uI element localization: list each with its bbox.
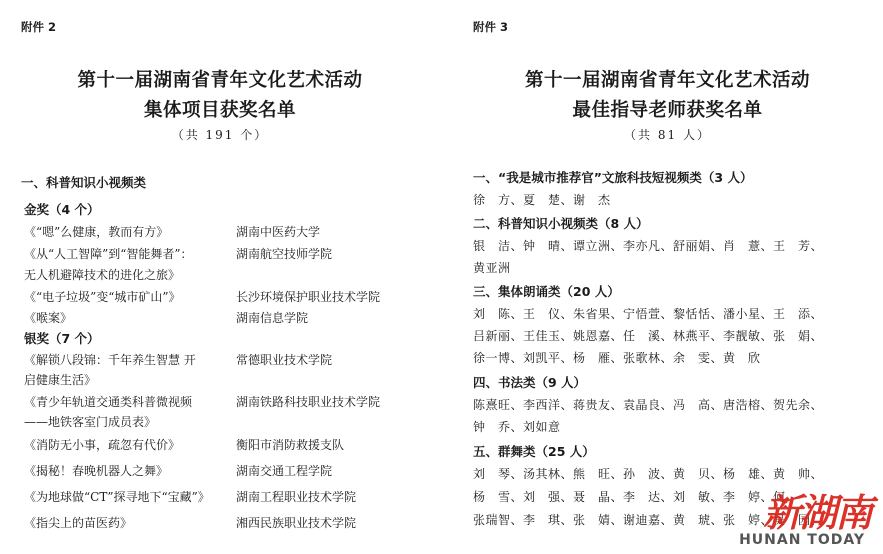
document-page-right (452, 0, 883, 554)
entry-title-continued: 无人机避障技术的进化之旅》 (24, 268, 181, 282)
award-heading-silver: 银奖（7 个） (24, 331, 100, 346)
entry-org: 衡阳市消防救援支队 (236, 438, 345, 452)
entry-title-continued: 启健康生活》 (24, 373, 97, 387)
names-line: 陈熹旺、李西洋、蒋贵友、袁晶良、冯 高、唐浩榕、贺先余、 (473, 398, 824, 412)
names-line: 钟 乔、刘如意 (473, 420, 561, 434)
entry-org: 湖南中医药大学 (236, 225, 321, 239)
document-page-left (0, 0, 440, 554)
names-line: 徐一博、刘凯平、杨 雁、张歌林、余 雯、黄 欣 (473, 351, 761, 365)
names-line: 张瑞智、李 琪、张 婧、谢迪嘉、黄 琥、张 婷、吴 园、 (473, 513, 824, 527)
watermark-chinese-text: 新湖南 (762, 490, 871, 535)
names-line: 银 洁、钟 晴、谭立洲、李亦凡、舒丽娟、肖 薏、王 芳、 (473, 239, 824, 253)
names-line: 刘 琴、汤其林、熊 旺、孙 波、黄 贝、杨 雄、黄 帅、 (473, 467, 824, 481)
section-heading: 一、科普知识小视频类 (21, 175, 147, 190)
section-heading: 一、“我是城市推荐官”文旅科技短视频类（3 人） (473, 170, 753, 185)
entry-org: 湖南交通工程学院 (236, 464, 333, 478)
document-title-line1: 第十一届湖南省青年文化艺术活动 (524, 70, 810, 91)
entry-org: 湖南工程职业技术学院 (236, 490, 357, 504)
entry-title: 《从“人工智障”到“智能舞者”： (24, 247, 193, 261)
attachment-label: 附件 3 (473, 20, 509, 34)
names-line: 刘 陈、王 仪、朱省果、宁悟萱、黎恬恬、潘小星、王 添、 (473, 307, 824, 321)
total-count: （共 191 个） (171, 128, 269, 142)
names-line: 吕新丽、王佳玉、姚恩嘉、任 溪、林燕平、李靓敏、张 娟、 (473, 329, 824, 343)
entry-org: 湘西民族职业技术学院 (236, 516, 357, 530)
entry-title: 《指尖上的苗医药》 (24, 516, 133, 530)
section-heading: 二、科普知识小视频类（8 人） (473, 216, 649, 231)
watermark-english-text: HUNAN TODAY (739, 532, 865, 548)
entry-title: 《“嗯”么健康，教而有方》 (24, 225, 169, 239)
section-heading: 五、群舞类（25 人） (473, 444, 595, 459)
entry-org: 湖南航空技师学院 (236, 247, 333, 261)
attachment-label: 附件 2 (21, 20, 57, 34)
document-title-line1: 第十一届湖南省青年文化艺术活动 (77, 70, 363, 91)
award-heading-gold: 金奖（4 个） (24, 202, 100, 217)
entry-title: 《为地球做“CT”探寻地下“宝藏”》 (24, 490, 210, 504)
names-line: 黄亚洲 (473, 261, 511, 275)
names-line: 杨 雪、刘 强、聂 晶、李 达、刘 敏、李 婷、何 (473, 490, 799, 504)
entry-title: 《消防无小事，疏忽有代价》 (24, 438, 181, 452)
names-line: 徐 方、夏 楚、谢 杰 (473, 193, 611, 207)
section-heading: 三、集体朗诵类（20 人） (473, 284, 620, 299)
entry-title: 《解锁八段锦：千年养生智慧 开 (24, 353, 196, 367)
entry-org: 湖南信息学院 (236, 311, 309, 325)
entry-org: 湖南铁路科技职业技术学院 (236, 395, 381, 409)
entry-title: 《喉案》 (24, 311, 73, 325)
entry-org: 长沙环境保护职业技术学院 (236, 290, 381, 304)
entry-title-continued: ——地铁客室门成员表》 (24, 415, 157, 429)
total-count: （共 81 人） (624, 128, 711, 142)
document-title-line2: 集体项目获奖名单 (143, 100, 296, 121)
entry-title: 《“电子垃圾”变“城市矿山”》 (24, 290, 181, 304)
entry-title: 《青少年轨道交通类科普微视频 (24, 395, 193, 409)
section-heading: 四、书法类（9 人） (473, 375, 587, 390)
entry-org: 常德职业技术学院 (236, 353, 333, 367)
entry-title: 《揭秘！春晚机器人之舞》 (24, 464, 169, 478)
document-title-line2: 最佳指导老师获奖名单 (572, 100, 763, 121)
